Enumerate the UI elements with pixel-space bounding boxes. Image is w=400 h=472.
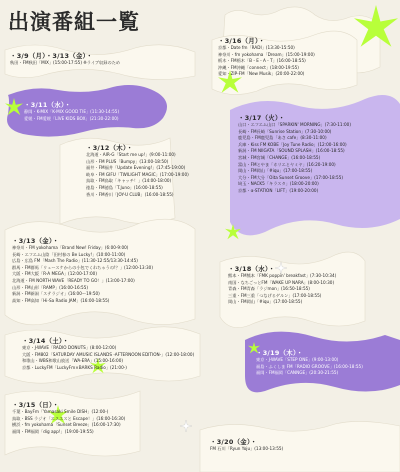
program-entry: 福井・FM福井「Update Evening!」(17:45-19:00) xyxy=(86,165,186,171)
program-entry: 高知・FM高知「Hi-Sa Radio JAM」(16:00-18:55) xyxy=(12,297,110,303)
page-title: 出演番組一覧 xyxy=(8,9,140,34)
program-entry: 秋田・FM秋田「MIX」(15:00-17:55) ※ライブ収録のため xyxy=(10,60,121,65)
date-heading: ・3/11（水）・ xyxy=(24,101,72,109)
program-entry: 静岡・K-MIX「K-MIX GOOD TIE」(11:30-14:55) xyxy=(24,109,120,114)
program-entry: FM 石川「Ryun Yoju」(13:00-13:55) xyxy=(210,446,284,451)
program-entry: 徳島・FM徳島「T.Juno」(16:00-18:55) xyxy=(86,184,163,190)
program-entry: 新潟・FM新潟「ステラジオ」(16:00〜19:50) xyxy=(12,291,100,297)
date-heading: ・3/15（日）・ xyxy=(12,401,60,409)
program-entry: 広島・広島 FM「Mash The Radio」(11:30-12:55/13:30-14:45) xyxy=(12,258,138,264)
program-entry: 岡山・FM岡山「#iqu」(17:00-18:55) xyxy=(228,299,303,305)
program-entry: 大阪・FM大阪「R-A MEGA」(12:00-17:00) xyxy=(12,271,97,277)
program-entry: 福岡・FM福岡「CANNGE」(20:30-21:55) xyxy=(256,370,339,376)
program-entry: 群馬・FM群馬「リュースケからの小包でくれちゃうの!？」(12:00-13:30) xyxy=(12,264,153,270)
schedule-3-9 xyxy=(10,51,120,67)
program-entry: 千葉・BayFm「Yamasaki Smile DISH」(12:00-) xyxy=(12,409,109,414)
program-entry: 京都・α-STATION「LIFT」(19:00-20:00) xyxy=(238,187,319,193)
program-entry: 岐阜・FM GIFU「TWILIGHT MAGIC」(17:00-19:00) xyxy=(86,171,189,177)
program-entry: 青森・FM青森「ラジmon」(16:50-18:55) xyxy=(228,286,310,292)
date-heading: ・3/12（木）・ xyxy=(86,144,134,152)
date-heading: ・3/13（金）・ xyxy=(12,237,60,245)
program-entry: 香川・FM香川「JOY-U CLUB」(16:00-18:55) xyxy=(86,191,174,197)
program-entry: 山形・FM PLUS「Bumpy」(13:00-18:50) xyxy=(86,158,169,164)
program-entry: 大阪・FM802「SATURDAY AMUSIC ISLANDS -AFTERNOON EDITION-」(12:00-18:00) xyxy=(22,351,195,357)
program-entry: 鹿児島・FM鹿児島「あさ cafe」(8:30-11:00) xyxy=(238,135,327,141)
schedule-3-17 xyxy=(238,113,351,195)
schedule-3-14 xyxy=(22,336,194,371)
schedule-3-20 xyxy=(210,437,283,453)
program-entry: 神奈川・FM yokohama「Brand New! Friday」(6:00-9:00) xyxy=(12,245,129,250)
program-entry: 栃木・FM栃木「B・E・A・T」(16:00-18:55) xyxy=(218,58,306,64)
schedule-3-11 xyxy=(24,100,119,122)
program-entry: 東京・J-WAVE「RADIO DONUTS」(8:00-12:00) xyxy=(22,345,117,350)
sparkle-icon xyxy=(180,420,192,432)
program-entry: 福島・ふくしま FM「RADIO GROOVE」(16:00-18:55) xyxy=(256,363,363,369)
program-entry: 京都・LuckyFM「LuckyFm×BARKS Radio」(21:00-) xyxy=(22,364,127,370)
lime-star-icon xyxy=(354,5,398,49)
program-entry: 東京・J-WAVE「STEP ONE」(9:00-13:00) xyxy=(256,357,339,362)
program-entry: 山口・エフエム山口「SPARKIN' MORNING」(7:30-11:00) xyxy=(238,122,351,127)
program-entry: 宮城・FM宮城「CHANGE」(16:00-18:55) xyxy=(238,154,321,160)
program-entry: 愛媛・FM愛媛「LIVE KIDS BOX」(21:30-22:00) xyxy=(24,115,119,121)
program-entry: 愛知・ZIP-FM「New Musik」(20:00-22:00) xyxy=(218,71,305,77)
program-entry: 横浜・fm yokohama「Sunset Breeze」(16:00-17:30) xyxy=(12,422,121,428)
date-heading: ・3/20（金）・ xyxy=(210,438,258,446)
program-entry: 埼玉・NACK5「キラスタ」(18:00-20:00) xyxy=(238,181,319,187)
program-entry: 熊本・FM熊本「FMK poppin' breakfast」(7:30-10:34) xyxy=(228,273,337,278)
program-entry: 岡山・FM岡山「#iqu」(17:00-18:55) xyxy=(238,168,313,174)
date-heading: ・3/17（火）・ xyxy=(238,114,286,122)
date-heading: ・3/18（水）・ xyxy=(228,265,276,273)
program-entry: 富山・FMとやま「ホリエとヤミヤ」(16:20-19:00) xyxy=(238,161,336,167)
program-entry: 京都・Date fm「RADI」(13:30-15:50) xyxy=(218,45,295,50)
program-entry: 三重・FM三重「つなげるゲルン」(17:00-18:55) xyxy=(228,292,322,298)
program-entry: 鳥取・FM鳥取「キャッチ！」(14:00-18:00) xyxy=(86,178,172,184)
program-entry: 北海道・FM NORTH WAVE「READY TO GO！」(13:00-17:00) xyxy=(12,277,135,283)
program-entry: 長崎・エフエム山陰「田村春の Be Lucky!」(10:00-11:00) xyxy=(12,251,126,257)
schedule-3-18 xyxy=(228,264,336,306)
date-heading: ・3/14（土）・ xyxy=(22,337,70,345)
program-entry: 鳥取・BSS ラジオ「エスエスと Escape！」(16:00-16:30) xyxy=(12,415,126,421)
lime-star-icon xyxy=(5,98,23,116)
schedule-3-12 xyxy=(86,143,189,198)
program-entry: 新潟・FM NIIGATA「SOUND SPLASH」(16:00-18:55) xyxy=(238,148,345,154)
program-entry: 福岡・FM福岡「dig app!」(19:00-19:55) xyxy=(12,428,94,434)
date-heading: ・3/19（木）・ xyxy=(256,349,304,357)
program-entry: 沖縄・FM沖縄「connect」(18:00-19:55) xyxy=(218,64,299,70)
date-heading: ・3/16（月）・ xyxy=(218,37,266,45)
program-entry: 大分・FM大分「Oita Sunset Groove」(17:00-18:55) xyxy=(238,174,343,180)
date-heading: ・3/9（月）・3/13（金）・ xyxy=(10,52,93,60)
schedule-3-16 xyxy=(218,36,315,78)
program-entry: 神奈川・fm yokohama「Dream」(15:00-19:00) xyxy=(218,51,315,57)
program-entry: 兵庫・Kiss FM KOBE「Joy Tune Radio」(12:00-16:00) xyxy=(238,141,347,147)
schedule-3-13 xyxy=(12,236,153,304)
program-entry: 山形・FM山形「RAMP」(16:00-16:55) xyxy=(12,284,88,290)
schedule-3-15 xyxy=(12,400,125,435)
program-entry: 北海道・AIR-G「Start me up!」(9:00-11:00) xyxy=(86,152,176,157)
program-entry: 南国・なちごっとFM「WAKE UP NARA」(8:00-10:30) xyxy=(228,279,335,285)
program-entry: 長崎・FM長崎「Sunrise Station」(7:30-10:00) xyxy=(238,128,332,134)
lime-star-icon xyxy=(225,224,241,240)
schedule-3-19 xyxy=(256,348,363,377)
program-entry: 和歌山・WBS和歌山放送「WA-ERA」(15:00-16:00) xyxy=(22,358,124,364)
